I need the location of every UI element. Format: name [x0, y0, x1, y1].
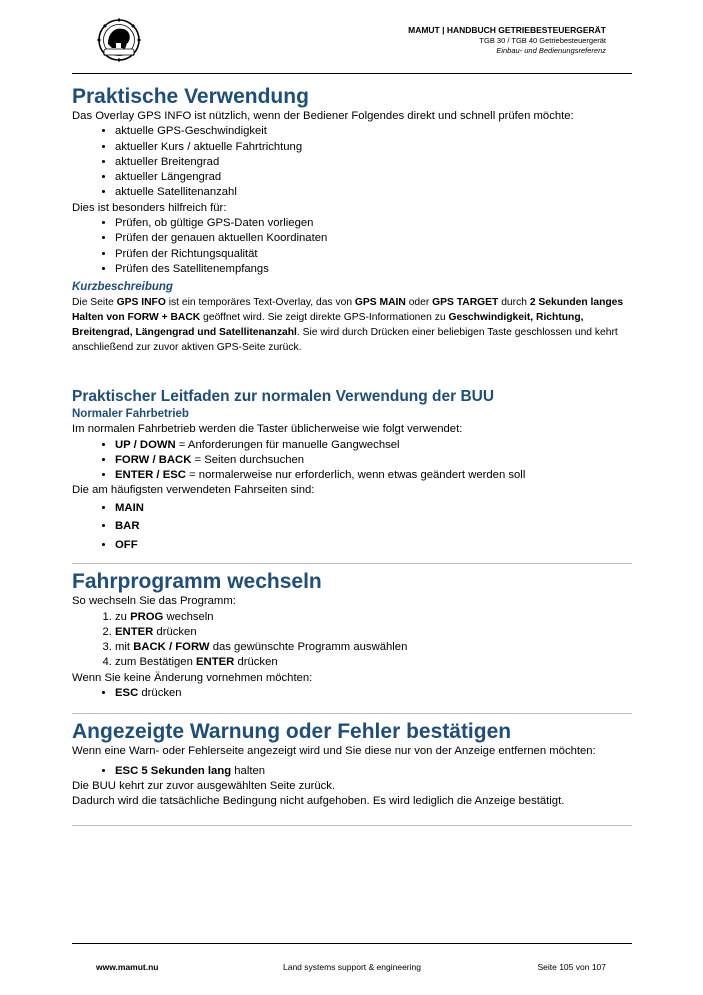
normal-operation-intro: Im normalen Fahrbetrieb werden die Taster üblicherweise wie folgt verwendet: [72, 423, 463, 436]
key-usage-list [115, 438, 632, 484]
warning-list [115, 764, 632, 779]
list-item: • Prüfen, ob gültige GPS-Daten vorliegen [115, 216, 632, 231]
list-item: • BAR [115, 517, 632, 536]
manual-subtitle: TGB 30 / TGB 40 Getriebesteuergerät [479, 36, 606, 45]
page-header [72, 14, 632, 74]
list-item: • Prüfen der Richtungsqualität [115, 247, 632, 262]
heading-normaler-fahrbetrieb: Normaler Fahrbetrieb [72, 408, 189, 421]
list-item: • aktueller Kurs / aktuelle Fahrtrichtung [115, 140, 632, 155]
helpful-for-list [115, 216, 632, 277]
driving-pages-list [115, 499, 632, 555]
heading-fahrprogramm-wechseln: Fahrprogramm wechseln [72, 570, 322, 594]
list-item: 4. zum Bestätigen ENTER drücken [115, 655, 632, 670]
list-item: • aktuelle Satellitenanzahl [115, 185, 632, 200]
no-change-list [115, 686, 632, 701]
page-content [72, 84, 632, 826]
divider [72, 825, 632, 826]
helpful-for-text: Dies ist besonders hilfreich für: [72, 201, 227, 214]
heading-kurzbeschreibung: Kurzbeschreibung [72, 281, 173, 294]
divider [72, 713, 632, 714]
list-item: 3. mit BACK / FORW das gewünschte Programm auswählen [115, 640, 632, 655]
list-item: 2. ENTER drücken [115, 625, 632, 640]
warning-intro: Wenn eine Warn- oder Fehlerseite angezeigt wird und Sie diese nur von der Anzeige entfernen möchten: [72, 745, 596, 758]
change-program-intro: So wechseln Sie das Programm: [72, 595, 236, 608]
header-text [408, 24, 606, 56]
gps-info-check-list [115, 124, 632, 200]
list-item: • ESC 5 Sekunden lang halten [115, 764, 632, 779]
acknowledge-text: Dadurch wird die tatsächliche Bedingung nicht aufgehoben. Es wird lediglich die Anzeige bestätigt. [72, 795, 565, 808]
list-item: • FORW / BACK = Seiten durchsuchen [115, 453, 632, 468]
list-item: • aktueller Längengrad [115, 170, 632, 185]
footer-tagline: Land systems support & engineering [283, 962, 421, 972]
page-footer [72, 943, 632, 973]
list-item: • MAIN [115, 499, 632, 518]
driving-pages-intro: Die am häufigsten verwendeten Fahrseiten sind: [72, 484, 315, 497]
manual-subtitle-2: Einbau- und Bedienungsreferenz [496, 46, 606, 55]
divider [72, 563, 632, 564]
mamut-logo [94, 18, 144, 62]
list-item: • ESC drücken [115, 686, 632, 701]
heading-praktischer-leitfaden: Praktischer Leitfaden zur normalen Verwendung der BUU [72, 388, 495, 406]
footer-website: www.mamut.nu [96, 962, 159, 972]
footer-page-number: Seite 105 von 107 [537, 962, 606, 972]
list-item: • Prüfen des Satellitenempfangs [115, 262, 632, 277]
list-item: • OFF [115, 536, 632, 555]
list-item: • UP / DOWN = Anforderungen für manuelle Gangwechsel [115, 438, 632, 453]
manual-title: MAMUT | HANDBUCH GETRIEBESTEUERGERÄT [408, 25, 606, 35]
heading-warnung-bestaetigen: Angezeigte Warnung oder Fehler bestätigen [72, 720, 512, 744]
return-text: Die BUU kehrt zur zuvor ausgewählten Seite zurück. [72, 779, 336, 792]
list-item: • aktueller Breitengrad [115, 155, 632, 170]
list-item: 1. zu PROG wechseln [115, 610, 632, 625]
change-program-steps [115, 610, 632, 671]
list-item: • aktuelle GPS-Geschwindigkeit [115, 124, 632, 139]
gps-info-intro: Das Overlay GPS INFO ist nützlich, wenn der Bediener Folgendes direkt und schnell prüfen möchte: [72, 110, 574, 122]
heading-praktische-verwendung: Praktische Verwendung [72, 85, 309, 108]
list-item: • ENTER / ESC = normalerweise nur erforderlich, wenn etwas geändert werden soll [115, 468, 632, 483]
list-item: • Prüfen der genauen aktuellen Koordinaten [115, 231, 632, 246]
no-change-text: Wenn Sie keine Änderung vornehmen möchten: [72, 671, 313, 684]
kurzbeschreibung-text: Die Seite GPS INFO ist ein temporäres Text-Overlay, das von GPS MAIN oder GPS TARGET durch 2 Sekunden langes Halten von FORW + BACK geöffnet wird. Sie zeigt direkte GPS-Informationen zu Geschwindigkeit, Richtung, Breitengrad, Längengrad und Satellitenanzahl. Sie wird durch Drücken einer beliebigen Taste geschlossen und kehrt anschließend zur zuvor aktiven GPS-Seite zurück. [72, 297, 624, 354]
